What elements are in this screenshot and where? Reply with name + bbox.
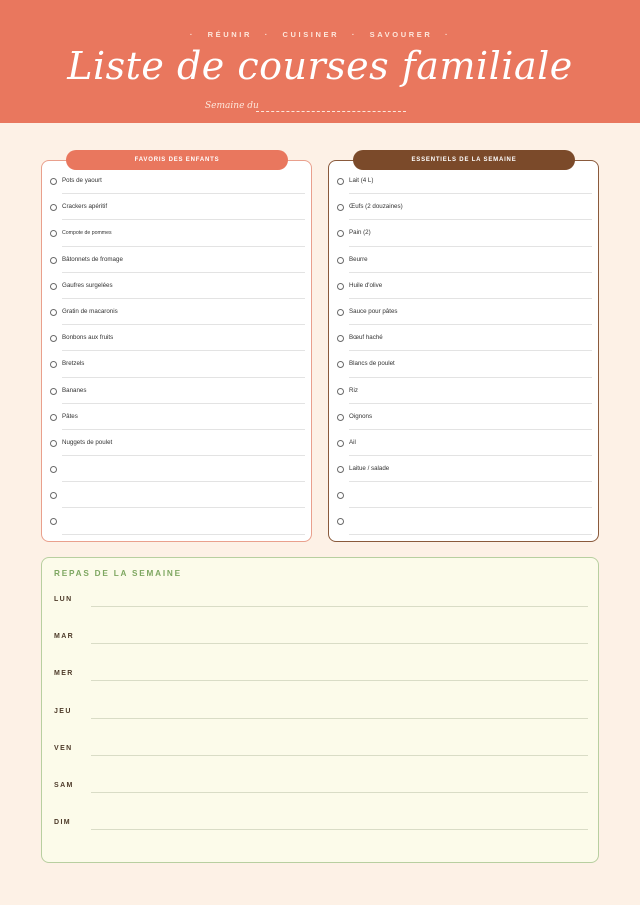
weekly-meals-title: REPAS DE LA SEMAINE — [54, 569, 182, 578]
checkbox-circle-icon[interactable] — [50, 230, 57, 237]
meal-day-row — [54, 743, 588, 763]
meal-day-row — [54, 668, 588, 688]
checklist-item-label: Bonbons aux fruits — [62, 334, 114, 342]
checklist-item — [329, 299, 598, 325]
checklist-item — [329, 430, 598, 456]
checklist-item-label: Sauce pour pâtes — [349, 307, 398, 315]
checkbox-circle-icon[interactable] — [337, 178, 344, 185]
meal-day-row — [54, 706, 588, 726]
tagline-dot: · — [351, 30, 357, 39]
meal-entry-line[interactable] — [91, 792, 588, 793]
checkbox-circle-icon[interactable] — [50, 283, 57, 290]
checklist-item — [329, 456, 598, 482]
tagline-word: CUISINER — [282, 30, 340, 39]
checklist-item — [42, 220, 311, 246]
checklist-item — [329, 273, 598, 299]
checklist-item-label: Ail — [349, 438, 356, 446]
checklist-item-label: Laitue / salade — [349, 465, 390, 473]
checklist-item — [42, 404, 311, 430]
checklist-item-label: Pâtes — [62, 412, 78, 420]
checkbox-circle-icon[interactable] — [50, 440, 57, 447]
meal-day-label: MAR — [54, 633, 75, 641]
header-banner — [0, 0, 640, 123]
checkbox-circle-icon[interactable] — [50, 388, 57, 395]
checklist-item — [42, 299, 311, 325]
checklist-item — [329, 247, 598, 273]
divider — [62, 534, 305, 535]
meal-entry-line[interactable] — [91, 643, 588, 644]
meal-day-label: SAM — [54, 782, 74, 789]
tagline — [0, 30, 640, 39]
checkbox-circle-icon[interactable] — [50, 178, 57, 185]
tagline-dot: · — [445, 30, 451, 39]
checklist-item — [329, 482, 598, 508]
meal-day-row — [54, 631, 588, 651]
checkbox-circle-icon[interactable] — [50, 335, 57, 342]
checkbox-circle-icon[interactable] — [337, 492, 344, 499]
checklist-item — [329, 404, 598, 430]
meal-entry-line[interactable] — [91, 718, 588, 719]
checklist-item — [42, 378, 311, 404]
meal-entry-line[interactable] — [91, 755, 588, 756]
checklist-item — [42, 508, 311, 534]
checklist-item-label: Huile d'olive — [349, 281, 383, 289]
weekly-essentials-list — [329, 168, 598, 535]
checklist-item-label: Lait (4 L) — [349, 177, 374, 184]
meal-day-row — [54, 817, 588, 837]
checkbox-circle-icon[interactable] — [337, 440, 344, 447]
checkbox-circle-icon[interactable] — [337, 466, 344, 473]
meal-day-label: LUN — [54, 596, 73, 603]
page-title: Liste de courses familiale — [67, 44, 573, 88]
tagline-dot: · — [189, 30, 195, 39]
checklist-item — [329, 508, 598, 534]
checklist-item-label: Gaufres surgelées — [62, 281, 113, 289]
checkbox-circle-icon[interactable] — [50, 361, 57, 368]
meal-day-label: DIM — [54, 819, 72, 827]
checkbox-circle-icon[interactable] — [337, 518, 344, 525]
meal-day-row — [54, 780, 588, 800]
checklist-item-label: Pots de yaourt — [62, 177, 102, 184]
checklist-item-label: Oignons — [349, 412, 373, 420]
weekly-meals-panel — [41, 557, 599, 863]
checklist-item — [42, 325, 311, 351]
checklist-item — [329, 351, 598, 377]
weekly-essentials-panel — [328, 160, 599, 542]
checklist-item — [329, 325, 598, 351]
checklist-item-label: Bretzels — [62, 360, 85, 368]
tagline-word: RÉUNIR — [207, 30, 252, 39]
divider — [349, 534, 592, 535]
checklist-item-label: Riz — [349, 386, 358, 394]
checklist-item-label: Gratin de macaronis — [62, 307, 118, 315]
checkbox-circle-icon[interactable] — [337, 388, 344, 395]
kids-favorites-panel — [41, 160, 312, 542]
checklist-item-label: Blancs de poulet — [349, 360, 395, 368]
checkbox-circle-icon[interactable] — [337, 335, 344, 342]
checklist-item-label: Nuggets de poulet — [62, 438, 113, 446]
checklist-item — [42, 273, 311, 299]
checkbox-circle-icon[interactable] — [337, 257, 344, 264]
checklist-item-label: Bâtonnets de fromage — [62, 255, 123, 263]
meal-day-label: MER — [54, 670, 74, 678]
checkbox-circle-icon[interactable] — [337, 361, 344, 368]
checkbox-circle-icon[interactable] — [337, 230, 344, 237]
checkbox-circle-icon[interactable] — [337, 283, 344, 290]
meal-entry-line[interactable] — [91, 606, 588, 607]
checklist-item — [42, 194, 311, 220]
checkbox-circle-icon[interactable] — [50, 309, 57, 316]
checklist-item — [42, 456, 311, 482]
checklist-item-label: Bœuf haché — [349, 334, 383, 342]
tagline-dot: · — [264, 30, 270, 39]
checklist-item — [42, 168, 311, 194]
meal-day-row — [54, 594, 588, 614]
weekly-essentials-title: ESSENTIELS DE LA SEMAINE — [353, 150, 575, 170]
meal-entry-line[interactable] — [91, 680, 588, 681]
checklist-item — [42, 351, 311, 377]
checkbox-circle-icon[interactable] — [337, 414, 344, 421]
checklist-item-label: Crackers apéritif — [62, 203, 108, 211]
checkbox-circle-icon[interactable] — [50, 257, 57, 264]
checklist-item-label: Beurre — [349, 255, 368, 263]
week-label: Semaine du — [205, 101, 259, 111]
checklist-item — [42, 430, 311, 456]
checklist-item — [329, 220, 598, 246]
checklist-item-label: Pain (2) — [349, 229, 371, 237]
checklist-item — [329, 378, 598, 404]
checkbox-circle-icon[interactable] — [50, 414, 57, 421]
checklist-item — [329, 194, 598, 220]
meal-day-label: JEU — [54, 707, 72, 715]
checklist-item — [42, 482, 311, 508]
checklist-item-label: Bananes — [62, 386, 87, 394]
checkbox-circle-icon[interactable] — [50, 518, 57, 525]
checkbox-circle-icon[interactable] — [337, 204, 344, 211]
checklist-item — [329, 168, 598, 194]
checkbox-circle-icon[interactable] — [50, 466, 57, 473]
checkbox-circle-icon[interactable] — [337, 309, 344, 316]
checklist-item-label: Compote de pommes — [62, 230, 112, 237]
tagline-word: SAVOURER — [369, 30, 433, 39]
kids-favorites-title: FAVORIS DES ENFANTS — [66, 150, 288, 170]
checklist-item — [42, 247, 311, 273]
meal-day-label: VEN — [54, 744, 73, 752]
checkbox-circle-icon[interactable] — [50, 204, 57, 211]
checkbox-circle-icon[interactable] — [50, 492, 57, 499]
meal-entry-line[interactable] — [91, 829, 588, 830]
week-date-field[interactable] — [256, 111, 406, 112]
kids-favorites-list — [42, 168, 311, 535]
checklist-item-label: Œufs (2 douzaines) — [349, 203, 403, 211]
